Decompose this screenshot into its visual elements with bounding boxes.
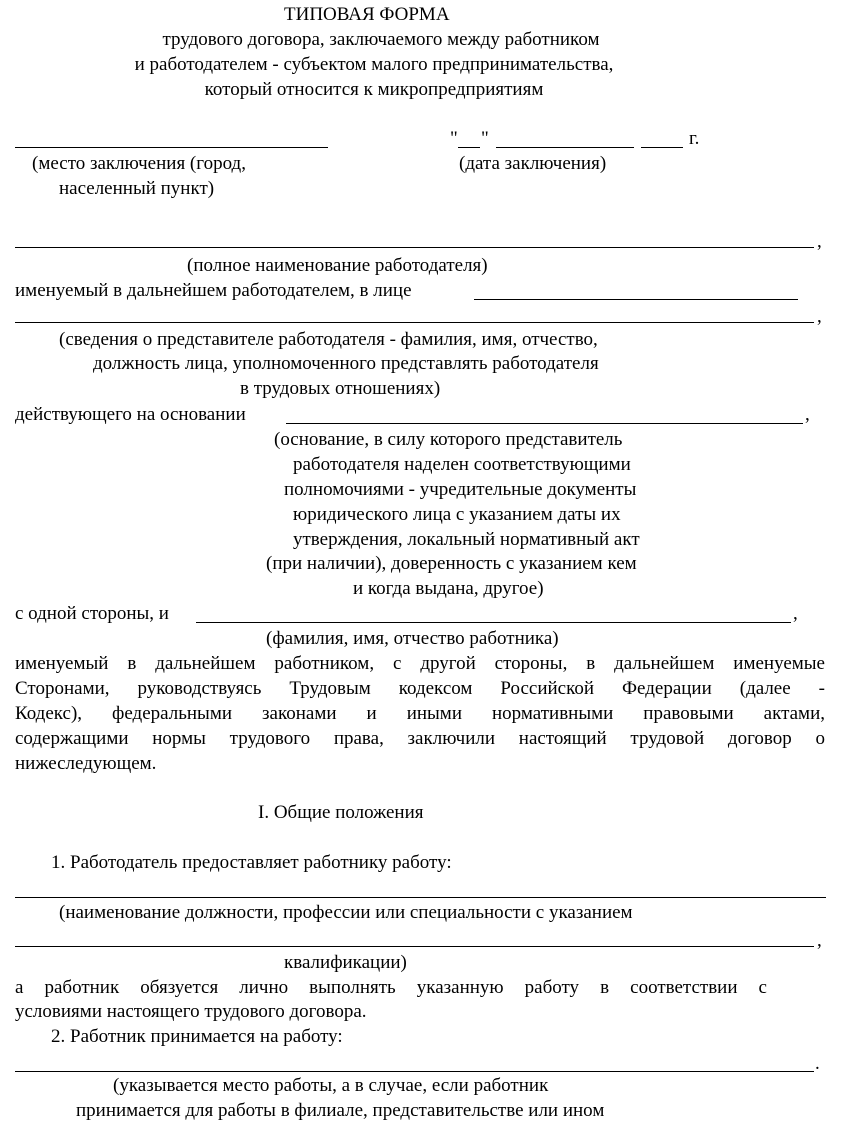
basis-hint-line-5: утверждения, локальный нормативный акт <box>293 529 640 550</box>
preamble-line-3: Кодекс), федеральными законами и иными нормативными правовыми актами, <box>15 703 825 724</box>
date-day-blank[interactable] <box>458 147 480 148</box>
employee-name-comma: , <box>793 603 798 624</box>
basis-hint-line-6: (при наличии), доверенность с указанием кем <box>266 553 637 574</box>
position-hint-line-1: (наименование должности, профессии или специальности с указанием <box>59 902 633 923</box>
preamble-line-5: нижеследующем. <box>15 753 157 774</box>
place-blank[interactable] <box>15 147 328 148</box>
employer-rep-comma: , <box>817 306 822 327</box>
date-month-blank[interactable] <box>496 147 634 148</box>
workplace-hint-line-2: принимается для работы в филиале, представительстве или ином <box>76 1100 605 1121</box>
position-blank-1[interactable] <box>15 897 826 898</box>
section-1-heading: I. Общие положения <box>258 802 424 823</box>
employee-one-side: с одной стороны, и <box>15 603 169 624</box>
basis-hint-line-7: и когда выдана, другое) <box>353 578 544 599</box>
employer-name-comma: , <box>817 231 822 252</box>
basis-hint-line-1: (основание, в силу которого представитель <box>274 429 623 450</box>
employer-acting-basis: действующего на основании <box>15 404 246 425</box>
workplace-period: . <box>815 1053 820 1074</box>
employer-rep-blank-inline[interactable] <box>474 299 798 300</box>
form-title: ТИПОВАЯ ФОРМА <box>284 4 450 25</box>
employer-rep-hint-line-2: должность лица, уполномоченного представлять работодателя <box>93 353 599 374</box>
employer-basis-comma: , <box>805 404 810 425</box>
employer-name-hint: (полное наименование работодателя) <box>187 255 488 276</box>
employer-basis-blank[interactable] <box>286 423 803 424</box>
employer-named-as: именуемый в дальнейшем работодателем, в лице <box>15 280 412 301</box>
section-1-item-2: 2. Работник принимается на работу: <box>51 1026 343 1047</box>
date-hint: (дата заключения) <box>459 153 607 174</box>
preamble-line-1: именуемый в дальнейшем работником, с другой стороны, в дальнейшем именуемые <box>15 653 825 674</box>
employee-name-hint: (фамилия, имя, отчество работника) <box>266 628 559 649</box>
position-hint-line-2: квалификации) <box>284 952 407 973</box>
form-subtitle-line-2: и работодателем - субъектом малого предпринимательства, <box>134 54 614 75</box>
obligation-line-1: а работник обязуется лично выполнять указанную работу в соответствии с <box>15 977 767 998</box>
section-1-item-1: 1. Работодатель предоставляет работнику работу: <box>51 852 452 873</box>
position-comma: , <box>817 930 822 951</box>
employer-rep-blank[interactable] <box>15 322 814 323</box>
basis-hint-line-2: работодателя наделен соответствующими <box>293 454 631 475</box>
employer-rep-hint-line-1: (сведения о представителе работодателя - фамилия, имя, отчество, <box>59 329 598 350</box>
employer-name-blank[interactable] <box>15 247 814 248</box>
date-year-suffix: г. <box>689 128 700 149</box>
form-subtitle-line-3: который относится к микропредприятиям <box>204 79 544 100</box>
date-quote-open: " <box>450 128 458 149</box>
position-blank-2[interactable] <box>15 946 814 947</box>
basis-hint-line-3: полномочиями - учредительные документы <box>284 479 637 500</box>
employee-name-blank[interactable] <box>196 622 791 623</box>
obligation-line-2: условиями настоящего трудового договора. <box>15 1001 367 1022</box>
form-subtitle-line-1: трудового договора, заключаемого между работником <box>162 29 600 50</box>
date-quote-close: " <box>481 128 489 149</box>
basis-hint-line-4: юридического лица с указанием даты их <box>293 504 621 525</box>
place-hint-line-1: (место заключения (город, <box>32 153 246 174</box>
employer-rep-hint-line-3: в трудовых отношениях) <box>240 378 441 399</box>
preamble-line-2: Сторонами, руководствуясь Трудовым кодексом Российской Федерации (далее - <box>15 678 825 699</box>
workplace-blank[interactable] <box>15 1071 814 1072</box>
date-year-blank[interactable] <box>641 147 683 148</box>
workplace-hint-line-1: (указывается место работы, а в случае, если работник <box>113 1075 549 1096</box>
preamble-line-4: содержащими нормы трудового права, заключили настоящий трудовой договор о <box>15 728 825 749</box>
place-hint-line-2: населенный пункт) <box>59 178 215 199</box>
